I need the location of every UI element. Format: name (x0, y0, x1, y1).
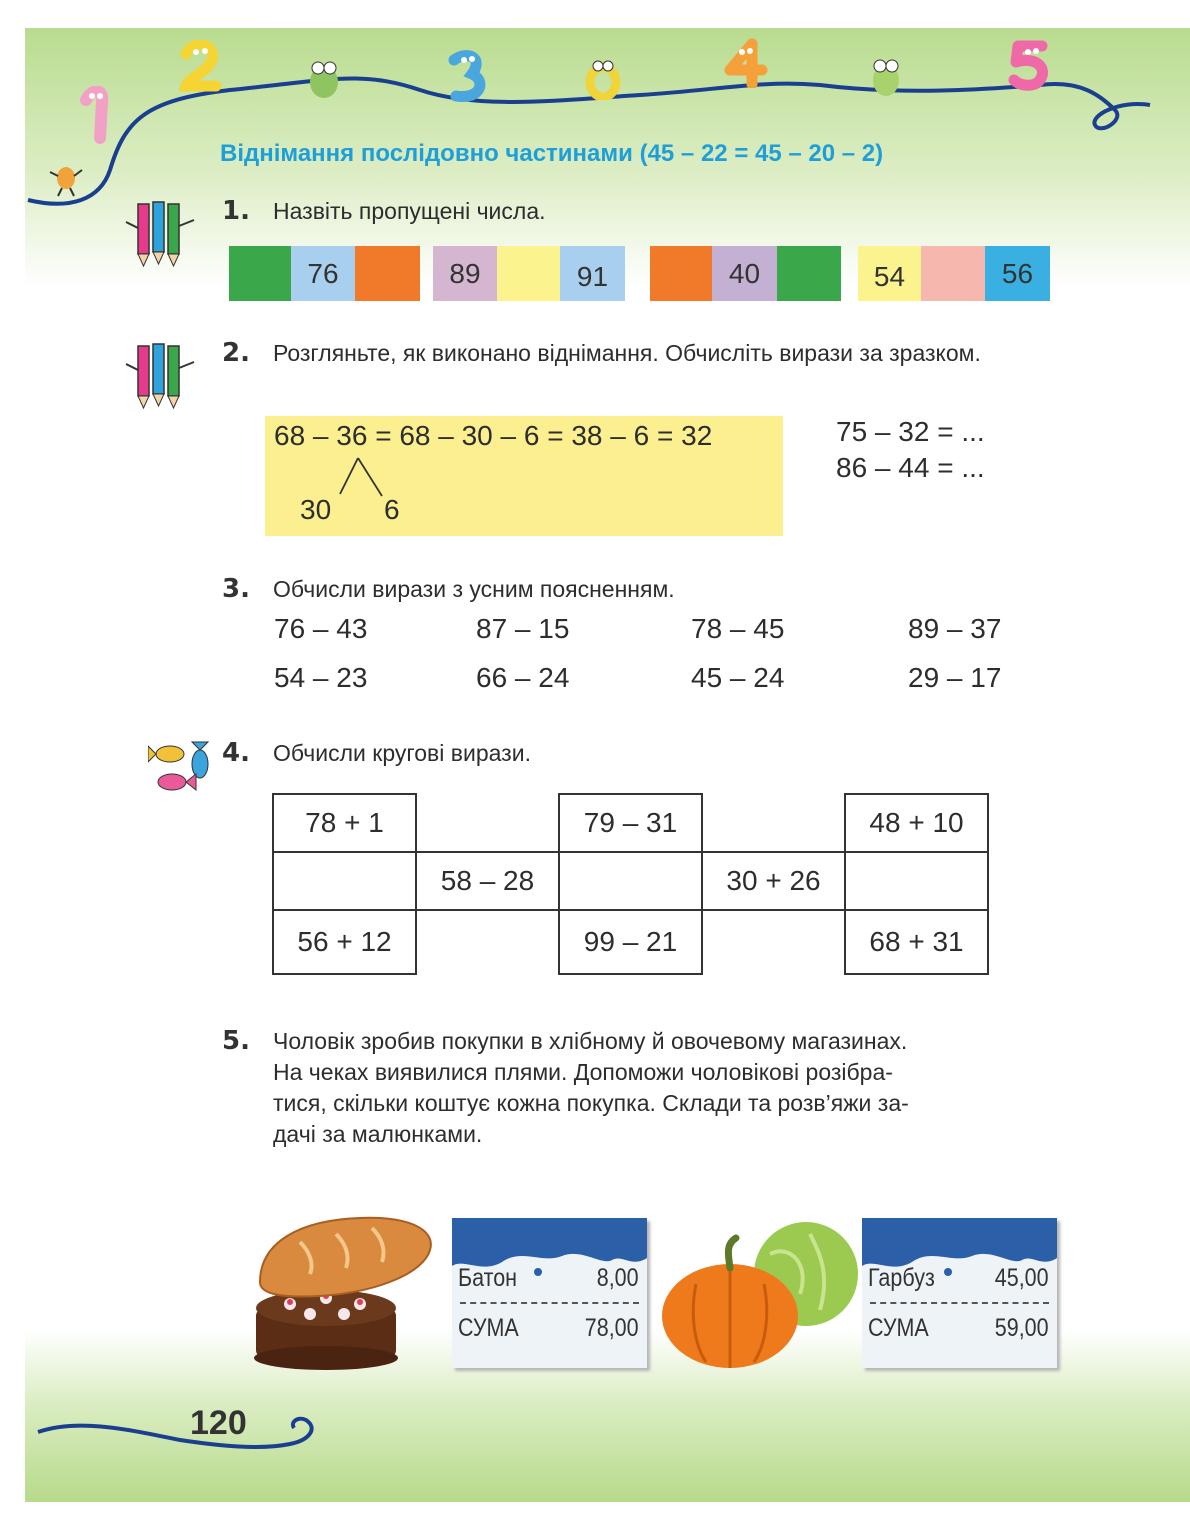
mascot-digit-frog2-icon (866, 54, 906, 100)
task5-line: Чоловік зробив покупки в хлібному й овочевому магазинах. (273, 1028, 908, 1054)
page-title: Віднімання послідовно частинами (45 – 22 = 45 – 20 – 2) (220, 140, 884, 167)
expression: 54 – 23 (274, 662, 368, 693)
receipt-sum-value: 78,00 (584, 1314, 639, 1342)
strip-cell: 89 (433, 246, 497, 301)
grid-cell: 58 – 28 (416, 852, 559, 910)
grid-cell: 30 + 26 (702, 852, 845, 910)
task5-line: тися, скільки коштує кожна покупка. Склади та розв’яжи за- (273, 1090, 909, 1116)
receipt-sum-row (868, 1314, 1049, 1343)
strip-cell: 56 (985, 246, 1050, 301)
task1-number: 1. (222, 196, 250, 226)
strip-cell: 91 (560, 246, 625, 301)
expression: 45 – 24 (691, 662, 785, 693)
receipt-item-price: 8,00 (596, 1264, 639, 1292)
task5-text (273, 1026, 1073, 1150)
mascot-digit-3-icon (446, 50, 490, 104)
task3-number: 3. (222, 574, 250, 604)
strip-cell (777, 246, 841, 301)
expression: 89 – 37 (908, 613, 1002, 644)
receipt-sum-value: 59,00 (994, 1314, 1049, 1342)
header-decoration (0, 0, 1190, 215)
task2-number: 2. (222, 338, 250, 368)
grid-cell: 99 – 21 (559, 910, 702, 974)
number-strip-1 (229, 246, 420, 301)
receipt-item-name: Батон (458, 1264, 518, 1292)
expression: 29 – 17 (908, 662, 1002, 693)
circular-expressions-grid (272, 793, 989, 975)
bread-and-cake-icon (240, 1212, 440, 1372)
grid-cell: 56 + 12 (273, 910, 416, 974)
task5-number: 5. (222, 1026, 250, 1056)
task1-text: Назвіть пропущені числа. (273, 198, 546, 224)
receipt-item-row (458, 1264, 639, 1293)
mascot-digit-2-icon (178, 40, 224, 94)
receipt-item-price: 45,00 (994, 1264, 1049, 1292)
fish-circle-icon (148, 738, 216, 798)
strip-cell (497, 246, 560, 301)
mascot-digit-0-icon (585, 54, 621, 100)
grid-cell (845, 852, 988, 910)
task3-text: Обчисли вирази з усним поясненням. (273, 576, 675, 602)
expression: 66 – 24 (476, 662, 570, 693)
pencils-group-work-icon (120, 196, 204, 270)
grid-cell: 68 + 31 (845, 910, 988, 974)
receipt-sum-label: СУМА (458, 1314, 519, 1342)
grid-cell (273, 852, 416, 910)
receipt-divider (460, 1302, 639, 1304)
sample-expression: 68 – 36 = 68 – 30 – 6 = 38 – 6 = 32 (274, 420, 713, 451)
strip-cell: 54 (858, 246, 921, 301)
strip-cell (355, 246, 420, 301)
page-number: 120 (190, 1404, 247, 1442)
receipt-sum-row (458, 1314, 639, 1343)
strip-cell: 76 (291, 246, 355, 301)
split-right-part: 6 (384, 494, 400, 525)
receipt-bread (452, 1218, 647, 1368)
pumpkin-and-cabbage-icon (660, 1214, 860, 1374)
task4-number: 4. (222, 738, 250, 768)
grid-cell (416, 910, 559, 974)
receipt-divider (870, 1302, 1049, 1304)
expression: 78 – 45 (691, 613, 785, 644)
grid-cell: 48 + 10 (845, 794, 988, 852)
strip-cell: 40 (712, 246, 777, 301)
mascot-digit-5-icon (1006, 38, 1054, 92)
strip-cell (650, 246, 712, 301)
grid-cell (702, 794, 845, 852)
receipt-item-row (868, 1264, 1049, 1293)
exercise-expression: 75 – 32 = ... (836, 416, 985, 447)
receipt-sum-label: СУМА (868, 1314, 929, 1342)
grid-cell (559, 852, 702, 910)
mascot-digit-frog-icon (304, 56, 346, 102)
footer-wavy-line (0, 1400, 340, 1470)
task5-line: На чеках виявилися плями. Допоможи чоловікові розібра- (273, 1059, 893, 1085)
task2-text: Розгляньте, як виконано віднімання. Обчисліть вирази за зразком. (273, 340, 981, 366)
number-strip-3 (650, 246, 841, 301)
strip-cell (921, 246, 985, 301)
split-left-part: 30 (300, 494, 332, 525)
exercise-expression: 86 – 44 = ... (836, 452, 985, 483)
receipt-item-name: Гарбуз (868, 1264, 935, 1292)
grid-cell: 78 + 1 (273, 794, 416, 852)
strip-cell (229, 246, 291, 301)
number-strip-4 (858, 246, 1050, 301)
grid-cell (702, 910, 845, 974)
split-branch-icon (330, 456, 400, 498)
mascot-digit-1-icon (78, 86, 114, 146)
mascot-digit-4-icon (722, 38, 768, 88)
expression: 76 – 43 (274, 613, 368, 644)
grid-cell (416, 794, 559, 852)
task5-line: дачі за малюнками. (273, 1121, 483, 1147)
mascot-small-icon (44, 160, 84, 198)
task4-text: Обчисли кругові вирази. (273, 740, 531, 766)
receipt-vegetables (862, 1218, 1057, 1368)
number-strip-2 (433, 246, 625, 301)
grid-cell: 79 – 31 (559, 794, 702, 852)
pencils-group-work-icon-2 (120, 338, 204, 412)
expression: 87 – 15 (476, 613, 570, 644)
